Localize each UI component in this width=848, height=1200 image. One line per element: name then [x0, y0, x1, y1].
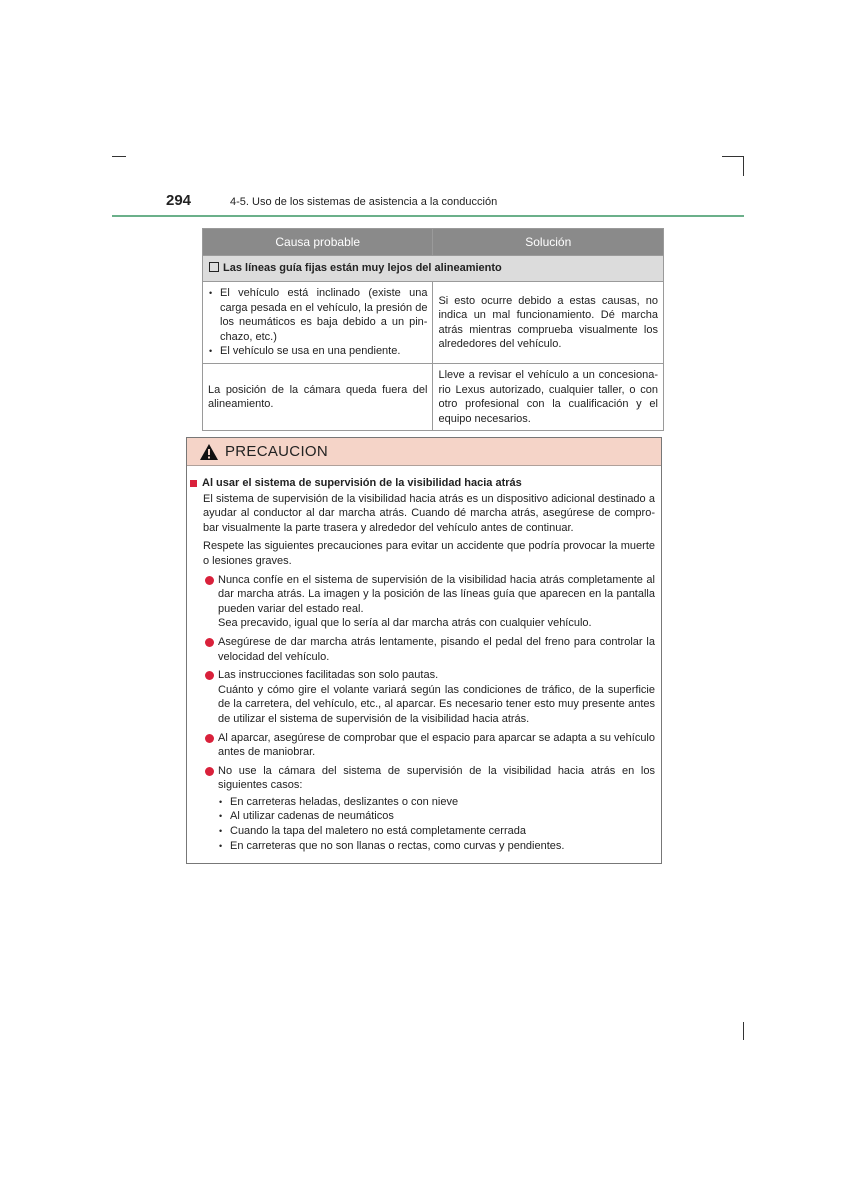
crop-mark-right-h	[722, 156, 744, 157]
warning-triangle-icon	[199, 443, 219, 461]
caution-intro: El sistema de supervisión de la visibilidad hacia atrás es un dispositivo adicional destinado a ayudar al conductor al dar marcha atrás. Cuando dé marcha atrás, asegúrese de compro-bar visualmente la parte trasera y alrededor del vehículo antes de continuar.	[203, 492, 655, 534]
list-item: Nunca confíe en el sistema de supervisión de la visibilidad hacia atrás completamente al dar marcha atrás. La imagen y la posición de las líneas guía que aparecen en la pantalla pueden variar del estado real. Sea precavido, igual que lo sería al dar marcha atrás con cualquier vehículo.	[190, 573, 655, 631]
checkbox-icon	[209, 262, 219, 272]
cause-cell	[203, 282, 433, 364]
red-bullet-icon	[205, 767, 214, 776]
caution-subheading	[190, 476, 655, 491]
list-item: No use la cámara del sistema de supervisión de la visibilidad hacia atrás en los siguientes casos: • En carreteras heladas, deslizantes o con nieve • Al utilizar cadenas de neumáticos • Cuando la tapa del maletero no está completamente cerrada • En carreteras que no son llanas o rectas, como curvas y pendientes.	[190, 764, 655, 854]
caution-title: PRECAUCION	[225, 443, 329, 460]
table-row	[203, 282, 664, 364]
cause-list	[208, 286, 427, 359]
sub-list	[218, 795, 655, 853]
red-bullet-icon	[205, 638, 214, 647]
list-item: Al aparcar, asegúrese de comprobar que el espacio para aparcar se adapta a su vehículo antes de maniobrar.	[190, 731, 655, 760]
table-row	[203, 364, 664, 431]
solution-cell: Si esto ocurre debido a estas causas, no indica un mal funcionamiento. Dé marcha atrás mientras comprueba visualmente los alrededores del vehículo.	[433, 282, 664, 364]
troubleshooting-table	[202, 228, 664, 431]
crop-mark-bottom-right	[743, 1022, 744, 1040]
caution-header	[187, 438, 661, 466]
list-item: • El vehículo se usa en una pendiente.	[208, 344, 427, 359]
page-number: 294	[166, 192, 192, 209]
column-header-solution: Solución	[433, 229, 664, 256]
list-item: Las instrucciones facilitadas son solo pautas. Cuánto y cómo gire el volante variará según las condiciones de tráfico, de la superficie de la carretera, del vehículo, etc., al aparcar. Es necesario tener esto muy presente antes de utilizar el sistema de supervisión de la visibilidad hacia atrás.	[190, 668, 655, 726]
header-rule	[112, 215, 744, 217]
sub-list-item: • Al utilizar cadenas de neumáticos	[218, 809, 655, 824]
section-title: 4-5. Uso de los sistemas de asistencia a la conducción	[230, 196, 498, 208]
list-item: • El vehículo está inclinado (existe una carga pesada en el vehículo, la presión de los neumáticos es baja debido a un pin-chazo, etc.)	[208, 286, 427, 344]
subheader-text: Las líneas guía fijas están muy lejos del alineamiento	[223, 262, 502, 275]
red-bullet-icon	[205, 576, 214, 585]
caution-items	[190, 573, 655, 854]
sub-list-item: • En carreteras heladas, deslizantes o con nieve	[218, 795, 655, 810]
crop-mark-left	[112, 156, 126, 157]
caution-subheading-text: Al usar el sistema de supervisión de la visibilidad hacia atrás	[202, 477, 522, 489]
caution-body	[187, 466, 661, 853]
cause-cell: La posición de la cámara queda fuera del alineamiento.	[203, 364, 433, 431]
table-header-row	[203, 229, 664, 256]
red-square-icon	[190, 480, 197, 487]
table-subheader-row	[203, 256, 664, 282]
column-header-cause: Causa probable	[203, 229, 433, 256]
page-header	[112, 190, 744, 218]
caution-intro-2: Respete las siguientes precauciones para evitar un accidente que podría provocar la muerte o lesiones graves.	[203, 540, 655, 567]
crop-mark-right-v	[743, 156, 744, 176]
caution-box	[186, 437, 662, 864]
solution-cell: Lleve a revisar el vehículo a un concesiona-rio Lexus autorizado, cualquier taller, o con otro profesional con la cualificación y el equipo necesarios.	[433, 364, 664, 431]
table-subheader	[203, 256, 664, 282]
sub-list-item: • En carreteras que no son llanas o rectas, como curvas y pendientes.	[218, 839, 655, 854]
red-bullet-icon	[205, 734, 214, 743]
sub-list-item: • Cuando la tapa del maletero no está completamente cerrada	[218, 824, 655, 839]
list-item: Asegúrese de dar marcha atrás lentamente, pisando el pedal del freno para controlar la velocidad del vehículo.	[190, 635, 655, 664]
red-bullet-icon	[205, 671, 214, 680]
